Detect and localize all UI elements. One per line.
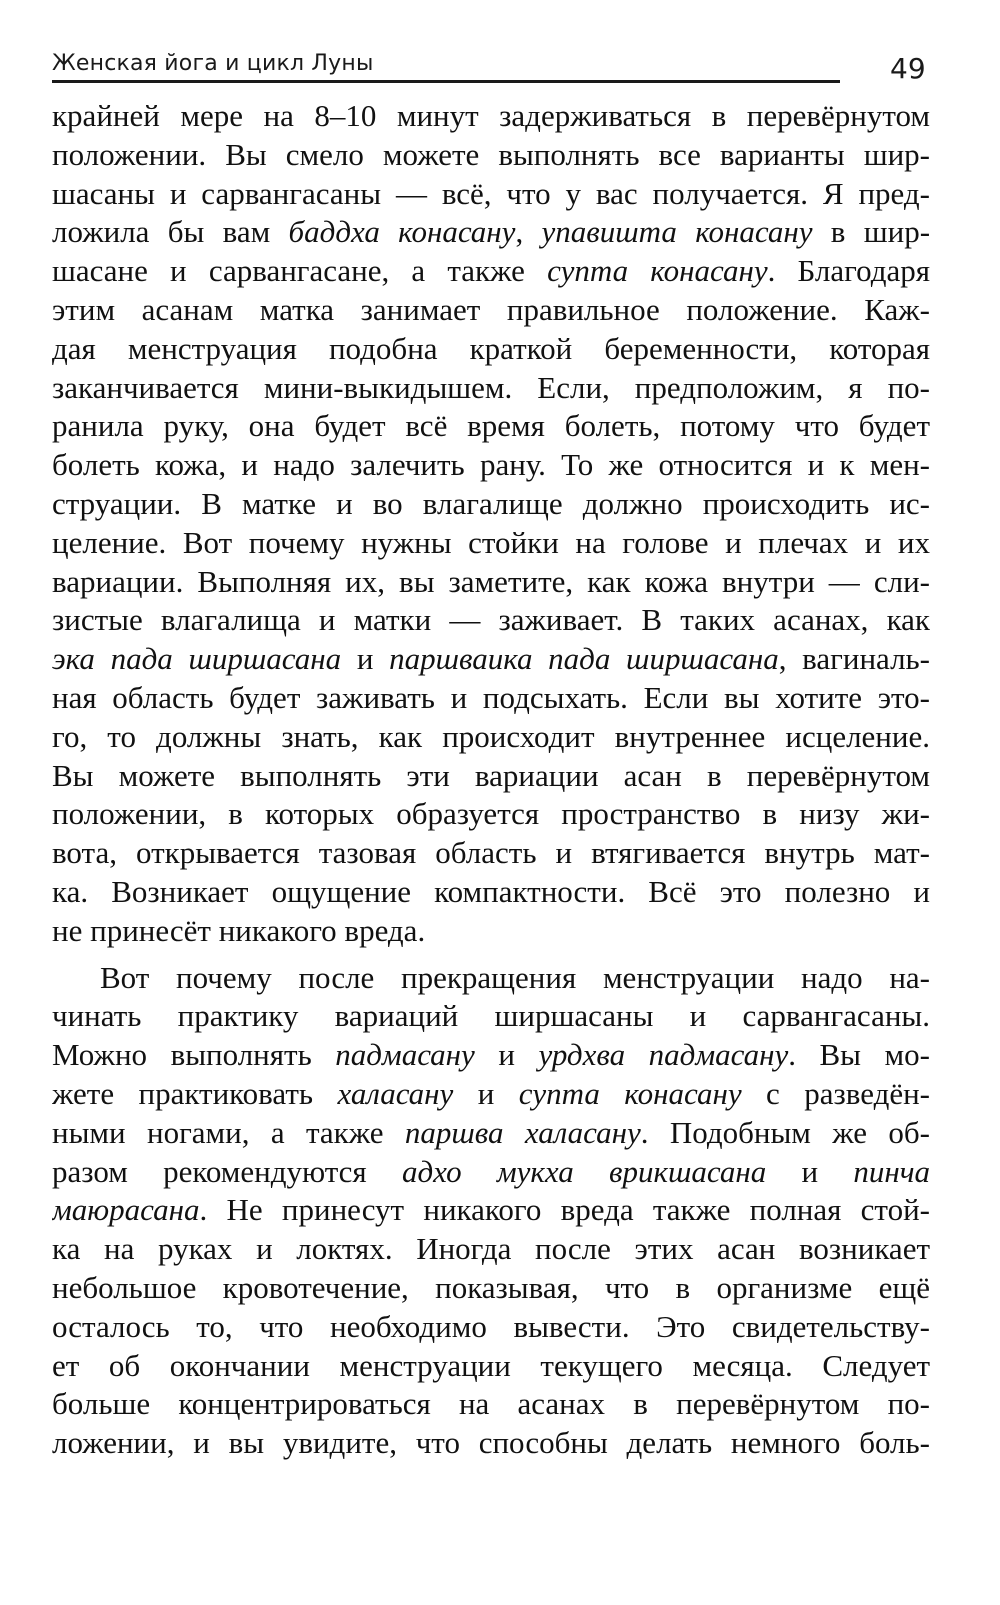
asana-term: упавишта конасану <box>541 214 813 250</box>
text-line: го, то должны знать, как происходит внутреннее исцеление. <box>52 718 930 754</box>
asana-term: паршва халасану <box>404 1114 641 1150</box>
text-line: больше концентрироваться на асанах в перевёрнутом по- <box>52 1386 930 1422</box>
text-line: эка пада ширшасана и паршваика пада ширшасана, вагиналь- <box>52 641 930 677</box>
body-text <box>52 97 930 1463</box>
text-line: целение. Вот почему нужны стойки на голове и плечах и их <box>52 524 930 560</box>
text-line: небольшое кровотечение, показывая, что в организме ещё <box>52 1269 930 1305</box>
text-line: Можно выполнять падмасану и урдхва падмасану. Вы мо- <box>52 1037 930 1073</box>
text-line: ная область будет заживать и подсыхать. Если вы хотите это- <box>52 679 930 715</box>
page-number: 49 <box>890 52 926 85</box>
asana-term: баддха конасану <box>288 214 516 250</box>
text-line: ложении, и вы увидите, что способны делать немного боль- <box>52 1425 930 1461</box>
asana-term: адхо мукха врикшасана <box>401 1153 767 1189</box>
asana-term: супта конасану <box>547 253 768 289</box>
text-line: ными ногами, а также паршва халасану. Подобным же об- <box>52 1114 930 1150</box>
text-line: положении, в которых образуется пространство в низу жи- <box>52 796 930 832</box>
text-line: ложила бы вам баддха конасану, упавишта конасану в шир- <box>52 214 930 250</box>
text-line: ка. Возникает ощущение компактности. Всё это полезно и <box>52 873 930 909</box>
asana-term: урдхва падмасану <box>538 1037 789 1073</box>
text-line: вота, открывается тазовая область и втягивается внутрь мат- <box>52 835 930 871</box>
text-line: струации. В матке и во влагалище должно происходить ис- <box>52 485 930 521</box>
text-line: Вот почему после прекращения менструации надо на- <box>100 959 930 995</box>
asana-term: супта конасану <box>518 1075 742 1111</box>
text-line: ранила руку, она будет всё время болеть, потому что будет <box>52 408 930 444</box>
text-line: разом рекомендуются адхо мукха врикшасана и пинча <box>52 1153 930 1189</box>
asana-term: халасану <box>337 1075 454 1111</box>
text-line: чинать практику вариаций ширшасаны и сарвангасаны. <box>52 998 930 1034</box>
text-line: крайней мере на 8–10 минут задерживаться в перевёрнутом <box>52 98 930 133</box>
asana-term: падмасану <box>335 1037 475 1073</box>
running-head <box>52 46 840 83</box>
asana-term: пинча <box>853 1153 930 1189</box>
text-line: вариации. Выполняя их, вы заметите, как кожа внутри — сли- <box>52 563 930 599</box>
text-line: шасане и сарвангасане, а также супта конасану. Благодаря <box>52 253 930 289</box>
text-line: осталось то, что необходимо вывести. Это свидетельству- <box>52 1308 930 1344</box>
text-line: шасаны и сарвангасаны — всё, что у вас получается. Я пред- <box>52 175 930 211</box>
text-line: заканчивается мини-выкидышем. Если, предположим, я по- <box>52 369 930 405</box>
text-line: положении. Вы смело можете выполнять все варианты шир- <box>52 136 930 172</box>
text-line: Вы можете выполнять эти вариации асан в перевёрнутом <box>52 757 930 793</box>
text-line: ка на руках и локтях. Иногда после этих асан возникает <box>52 1231 930 1267</box>
text-line: зистые влагалища и матки — заживает. В таких асанах, как <box>52 602 930 638</box>
asana-term: паршваика пада ширшасана <box>389 641 779 677</box>
text-line: жете практиковать халасану и супта конасану с разведён- <box>52 1075 930 1111</box>
running-title: Женская йога и цикл Луны <box>52 51 374 76</box>
text-line: ет об окончании менструации текущего месяца. Следует <box>52 1347 930 1383</box>
text-line: этим асанам матка занимает правильное положение. Каж- <box>52 291 930 327</box>
asana-term: маюрасана <box>52 1192 200 1228</box>
text-line: болеть кожа, и надо залечить рану. То же относится и к мен- <box>52 447 930 483</box>
text-line: не принесёт никакого вреда. <box>52 912 426 948</box>
text-line: маюрасана. Не принесут никакого вреда также полная стой- <box>52 1192 930 1228</box>
text-line: дая менструация подобна краткой беременности, которая <box>52 330 930 366</box>
asana-term: эка пада ширшасана <box>52 641 342 677</box>
